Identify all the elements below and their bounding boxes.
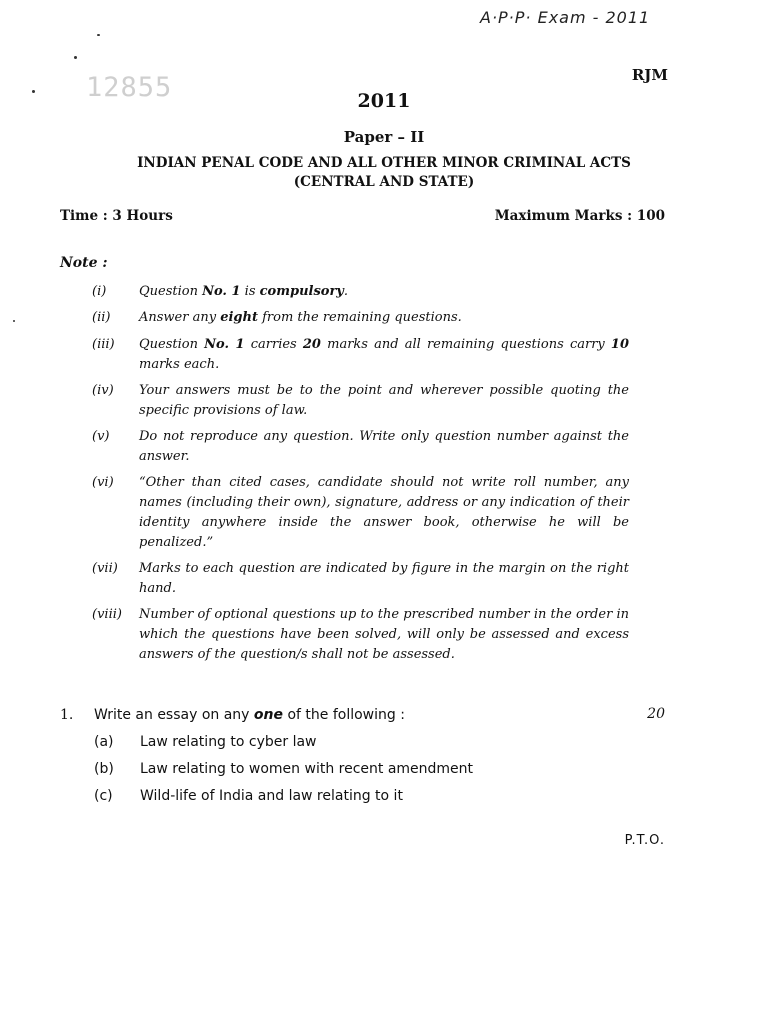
question-number: 1. xyxy=(60,707,74,723)
note-item xyxy=(92,335,632,375)
note-item-text: Do not reproduce any question. Write only question number against the answer. xyxy=(139,429,629,464)
note-item-text: Question No. 1 carries 20 marks and all remaining questions carry 10 marks each. xyxy=(139,337,629,372)
paper-subtitle: (CENTRAL AND STATE) xyxy=(293,174,475,190)
note-item-number: (ii) xyxy=(92,310,111,325)
note-item-number: (iv) xyxy=(92,383,114,398)
paper-title: INDIAN PENAL CODE AND ALL OTHER MINOR CRIMINAL ACTS xyxy=(137,155,631,171)
note-item xyxy=(92,559,632,599)
option-label: (b) xyxy=(94,761,114,777)
note-item xyxy=(92,381,632,421)
note-item xyxy=(92,282,632,302)
note-item-text: Number of optional questions up to the prescribed number in the order in which the questions have been solved, will only be assessed and excess answers of the question/s shall not be assessed. xyxy=(139,607,629,662)
note-item-text: Your answers must be to the point and wherever possible quoting the specific provisions of law. xyxy=(139,383,629,418)
option-text: Law relating to cyber law xyxy=(140,734,317,750)
question-marks: 20 xyxy=(647,706,665,722)
note-item-text: Answer any eight from the remaining questions. xyxy=(139,310,462,325)
note-item-number: (iii) xyxy=(92,337,115,352)
scan-speck xyxy=(74,56,77,59)
note-item-text: “Other than cited cases, candidate should not write roll number, any names (including their own), signature, address or any indication of their identity anywhere inside the answer book, otherwise he will be penalized.” xyxy=(139,475,629,550)
note-item-number: (i) xyxy=(92,284,107,299)
paper-number: Paper – II xyxy=(343,128,425,146)
note-item-number: (vi) xyxy=(92,475,114,490)
option-text: Wild-life of India and law relating to it xyxy=(140,788,403,804)
note-item-text: Marks to each question are indicated by figure in the margin on the right hand. xyxy=(139,561,629,596)
exam-year: 2011 xyxy=(357,90,411,112)
scan-speck xyxy=(97,34,100,36)
note-item xyxy=(92,605,632,665)
note-item-number: (v) xyxy=(92,429,110,444)
note-item xyxy=(92,308,632,328)
scan-speck xyxy=(13,320,15,322)
note-heading: Note : xyxy=(60,255,108,271)
option-label: (a) xyxy=(94,734,114,750)
scan-speck xyxy=(32,90,35,93)
option-text: Law relating to women with recent amendment xyxy=(140,761,474,777)
note-item-number: (viii) xyxy=(92,607,122,622)
option-label: (c) xyxy=(94,788,113,804)
handwritten-note: A·P·P· Exam - 2011 xyxy=(480,8,651,27)
page-turn-over: P.T.O. xyxy=(624,833,665,848)
time-allowed: Time : 3 Hours xyxy=(60,208,173,224)
maximum-marks: Maximum Marks : 100 xyxy=(494,208,665,224)
note-item-text: Question No. 1 is compulsory. xyxy=(139,284,348,299)
note-item xyxy=(92,427,632,467)
note-item-number: (vii) xyxy=(92,561,118,576)
question-text: Write an essay on any one of the following : xyxy=(94,707,405,723)
paper-code: RJM xyxy=(631,66,668,84)
stamp-number: 12855 xyxy=(86,72,173,103)
note-item xyxy=(92,473,632,553)
